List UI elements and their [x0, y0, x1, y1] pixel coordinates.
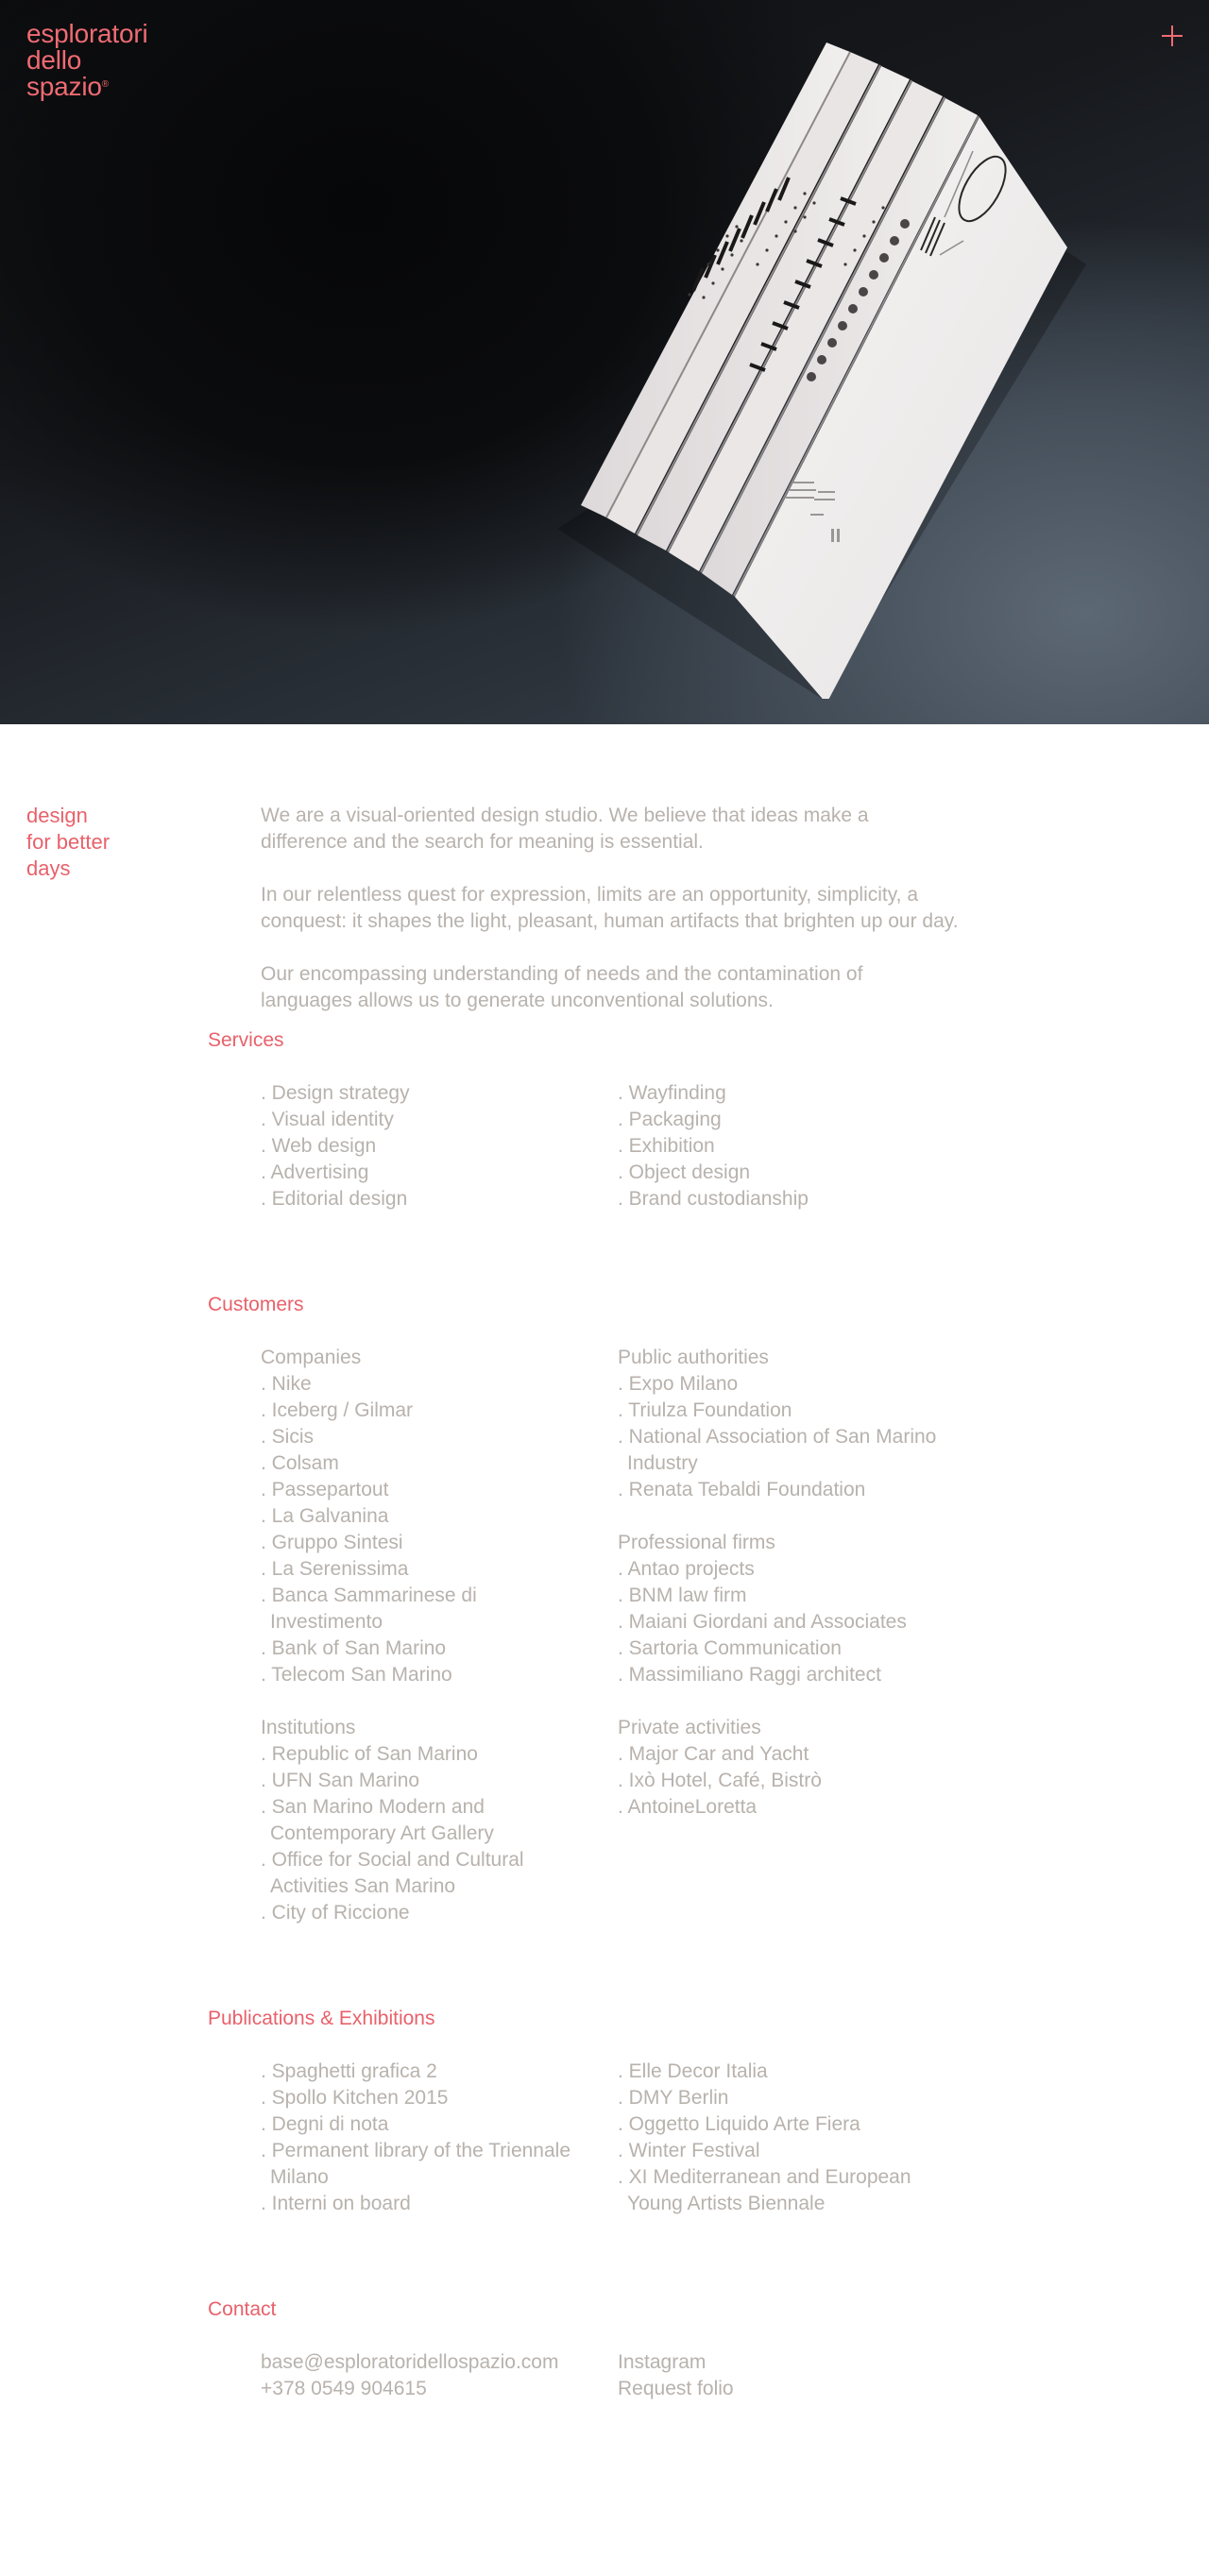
service-item: . Wayfinding [618, 1082, 726, 1104]
customer-item: . Sartoria Communication [618, 1637, 842, 1659]
publications-right-column [618, 2059, 996, 2217]
service-item: . Design strategy [261, 1082, 410, 1104]
services-left-column [261, 1080, 618, 1212]
registered-mark: ® [101, 79, 109, 90]
services-right-column [618, 1080, 996, 1212]
logo-line-2: dello [26, 45, 82, 75]
customer-item: . Colsam [261, 1452, 339, 1474]
customer-item: . Major Car and Yacht [618, 1743, 809, 1765]
customer-item: . Telecom San Marino [261, 1664, 452, 1686]
customers-title: Customers [208, 1294, 304, 1315]
customer-item: . UFN San Marino [261, 1770, 420, 1791]
intro-paragraph: We are a visual-oriented design studio. We believe that ideas make a difference and the search for meaning is essential. [261, 805, 869, 853]
service-item: . Visual identity [261, 1109, 394, 1130]
customer-item: . AntoineLoretta [618, 1796, 758, 1818]
customer-item: . Ixò Hotel, Café, Bistrò [618, 1770, 822, 1791]
publication-item: . Spaghetti grafica 2 [261, 2060, 437, 2082]
contact-right-column [618, 2349, 996, 2402]
customer-item: . Renata Tebaldi Foundation [618, 1479, 866, 1500]
publications-left-column [261, 2059, 618, 2217]
publication-item: . Spollo Kitchen 2015 [261, 2087, 449, 2109]
customer-item: . Banca Sammarinese di Investimento [261, 1585, 477, 1633]
group-title-private-activities: Private activities [618, 1717, 761, 1738]
publication-item: . Winter Festival [618, 2140, 760, 2161]
customer-item: . Passepartout [261, 1479, 389, 1500]
email-link[interactable]: base@esploratoridellospazio.com [261, 2351, 559, 2373]
customer-item: . La Serenissima [261, 1558, 409, 1580]
service-item: . Object design [618, 1161, 751, 1183]
customer-item: . La Galvanina [261, 1505, 389, 1527]
book-stack-image [557, 38, 1086, 699]
group-title-public-authorities: Public authorities [618, 1347, 769, 1368]
intro-paragraph: Our encompassing understanding of needs and the contamination of languages allows us to generate unconventional solutions. [261, 963, 863, 1011]
publication-item: . Degni di nota [261, 2113, 389, 2135]
publication-item: . XI Mediterranean and European Young Artists Biennale [618, 2166, 911, 2214]
customer-item: . Office for Social and Cultural Activities San Marino [261, 1849, 524, 1897]
phone-link[interactable]: +378 0549 904615 [261, 2378, 427, 2399]
tagline-line: design [26, 804, 88, 827]
service-item: . Packaging [618, 1109, 722, 1130]
customer-item: . City of Riccione [261, 1902, 410, 1924]
tagline-line: for better [26, 830, 111, 854]
logo-line-1: esploratori [26, 19, 148, 48]
customer-item: . Iceberg / Gilmar [261, 1399, 414, 1421]
customer-item: . Massimiliano Raggi architect [618, 1664, 881, 1686]
publication-item: . Oggetto Liquido Arte Fiera [618, 2113, 860, 2135]
intro-paragraph: In our relentless quest for expression, limits are an opportunity, simplicity, a conquest: it shapes the light, pleasant, human artifacts that brighten up our day. [261, 884, 959, 932]
customers-left-column [261, 1345, 618, 1926]
contact-left-column [261, 2349, 618, 2402]
customer-item: . Sicis [261, 1426, 315, 1448]
tagline [26, 803, 110, 882]
hero [0, 0, 1209, 724]
customer-item: . Gruppo Sintesi [261, 1532, 403, 1553]
customer-item: . Nike [261, 1373, 312, 1395]
customer-item: . BNM law firm [618, 1585, 747, 1606]
customer-item: . Republic of San Marino [261, 1743, 478, 1765]
publication-item: . DMY Berlin [618, 2087, 729, 2109]
customer-item: . Maiani Giordani and Associates [618, 1611, 907, 1633]
tagline-line: days [26, 856, 71, 880]
instagram-link[interactable]: Instagram [618, 2351, 707, 2373]
customers-section [0, 1292, 1209, 1926]
group-title-professional-firms: Professional firms [618, 1532, 775, 1553]
customer-item: . Expo Milano [618, 1373, 739, 1395]
customer-item: . Bank of San Marino [261, 1637, 447, 1659]
group-title-companies: Companies [261, 1347, 362, 1368]
service-item: . Brand custodianship [618, 1188, 809, 1210]
service-item: . Advertising [261, 1161, 369, 1183]
logo[interactable] [26, 21, 148, 100]
group-title-institutions: Institutions [261, 1717, 356, 1738]
publication-item: . Permanent library of the Triennale Milano [261, 2140, 571, 2188]
request-folio-link[interactable]: Request folio [618, 2378, 734, 2399]
publications-section [0, 2006, 1209, 2217]
service-item: . Exhibition [618, 1135, 715, 1157]
contact-section [0, 2296, 1209, 2470]
customer-item: . San Marino Modern and Contemporary Art Gallery [261, 1796, 494, 1844]
publication-item: . Interni on board [261, 2193, 411, 2214]
intro-section [0, 724, 1209, 1036]
menu-plus-icon[interactable] [1162, 25, 1183, 46]
customer-item: . Triulza Foundation [618, 1399, 792, 1421]
logo-line-3: spazio® [26, 72, 109, 101]
customer-item: . National Association of San Marino Industry [618, 1426, 937, 1474]
publication-item: . Elle Decor Italia [618, 2060, 768, 2082]
contact-title: Contact [208, 2298, 277, 2320]
services-title: Services [208, 1029, 284, 1051]
service-item: . Web design [261, 1135, 377, 1157]
services-section [0, 1027, 1209, 1212]
service-item: . Editorial design [261, 1188, 408, 1210]
customer-item: . Antao projects [618, 1558, 755, 1580]
customers-right-column [618, 1345, 996, 1926]
intro-text [261, 803, 960, 1041]
publications-title: Publications & Exhibitions [208, 2008, 435, 2029]
